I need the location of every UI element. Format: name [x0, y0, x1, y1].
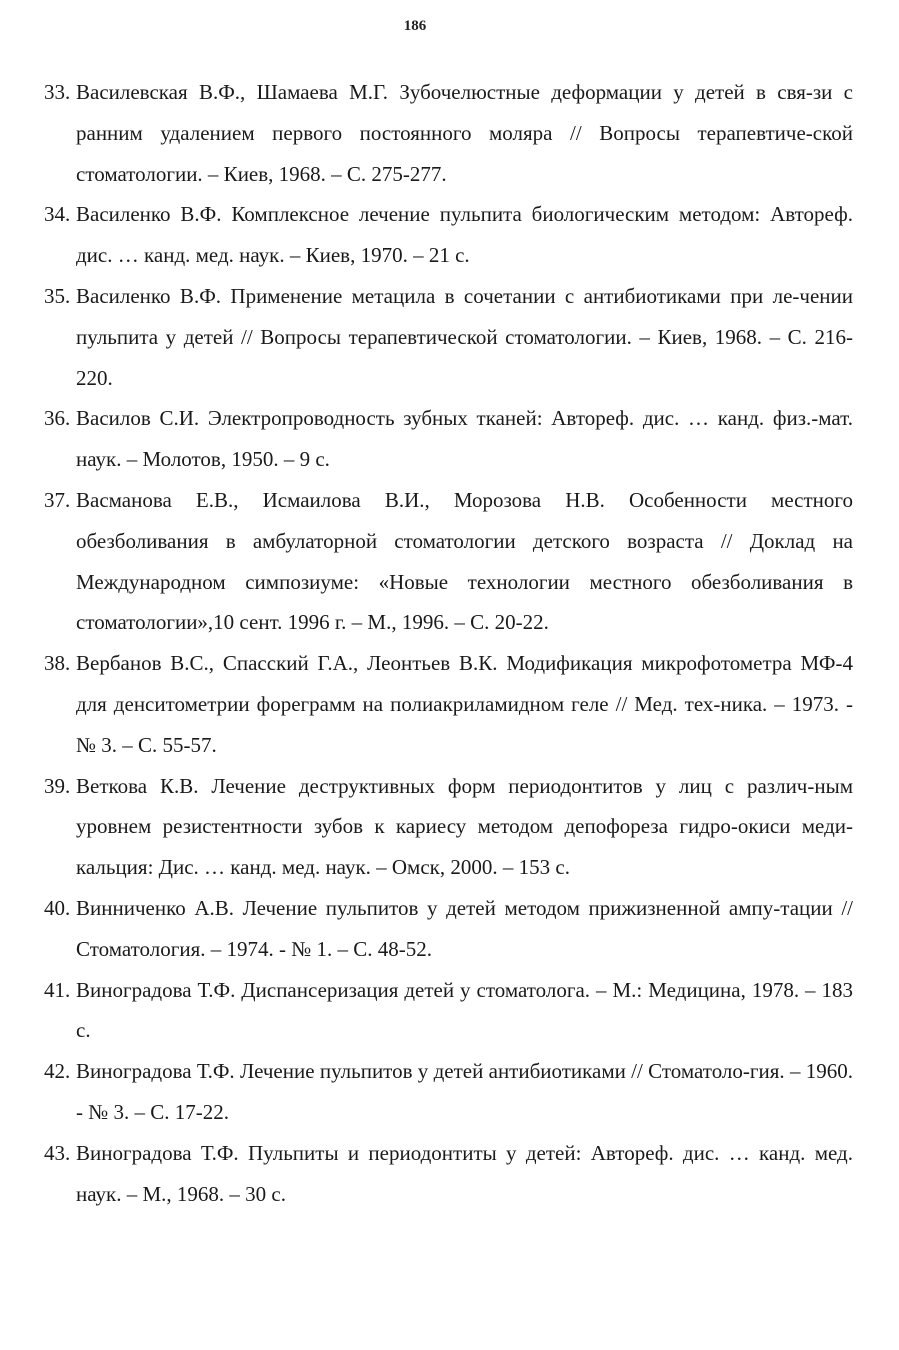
- reference-item: [0, 480, 899, 643]
- reference-item: [0, 72, 899, 194]
- reference-item: [0, 194, 899, 276]
- reference-number: 34.: [44, 202, 71, 227]
- reference-text: Василенко В.Ф. Применение метацила в сочетании с антибиотиками при ле-чении пульпита у детей // Вопросы терапевтической стоматологии. – Киев, 1968. – С. 216-220.: [76, 283, 853, 390]
- reference-number: 42.: [44, 1059, 71, 1084]
- reference-item: [0, 1133, 899, 1215]
- reference-text: Виноградова Т.Ф. Лечение пульпитов у детей антибиотиками // Стоматоло-гия. – 1960. - № 3. – С. 17-22.: [76, 1059, 853, 1124]
- reference-text: Василевская В.Ф., Шамаева М.Г. Зубочелюстные деформации у детей в свя-зи с ранним удалением первого постоянного моляра // Вопросы терапевтиче-ской стоматологии. – Киев, 1968. – С. 275-277.: [76, 80, 853, 186]
- reference-number: 41.: [44, 977, 71, 1002]
- reference-number: 40.: [44, 895, 71, 920]
- reference-item: [0, 1051, 899, 1133]
- reference-item: [0, 276, 899, 398]
- reference-text: Васманова Е.В., Исмаилова В.И., Морозова Н.В. Особенности местного обезболивания в амбулаторной стоматологии детского возраста // Доклад на Международном симпозиуме: «Новые технологии местного обезболивания в стоматологии»,10 сент. 1996 г. – М., 1996. – С. 20-22.: [76, 487, 853, 635]
- reference-list: [0, 72, 899, 1214]
- reference-number: 38.: [44, 651, 71, 676]
- reference-number: 36.: [44, 406, 71, 431]
- reference-text: Винниченко А.В. Лечение пульпитов у детей методом прижизненной ампу-тации // Стоматология. – 1974. - № 1. – С. 48-52.: [76, 895, 853, 961]
- reference-item: [0, 766, 899, 888]
- reference-text: Вербанов В.С., Спасский Г.А., Леонтьев В.К. Модификация микрофотометра МФ-4 для денситометрии фореграмм на полиакриламидном геле // Мед. тех-ника. – 1973. - № 3. – С. 55-57.: [76, 651, 853, 757]
- reference-number: 33.: [44, 80, 71, 104]
- reference-item: [0, 398, 899, 480]
- reference-number: 37.: [44, 487, 71, 512]
- reference-text: Василенко В.Ф. Комплексное лечение пульпита биологическим методом: Автореф. дис. … канд. мед. наук. – Киев, 1970. – 21 с.: [76, 202, 853, 268]
- reference-item: [0, 970, 899, 1052]
- reference-number: 35.: [44, 283, 71, 308]
- reference-item: [0, 888, 899, 970]
- reference-text: Веткова К.В. Лечение деструктивных форм периодонтитов у лиц с различ-ным уровнем резистентности зубов к кариесу методом депофореза гидро-окиси меди-кальция: Дис. … канд. мед. наук. – Омск, 2000. – 153 с.: [76, 773, 853, 880]
- reference-item: [0, 643, 899, 765]
- page-number: 186: [403, 18, 427, 34]
- reference-text: Виноградова Т.Ф. Диспансеризация детей у стоматолога. – М.: Медицина, 1978. – 183 с.: [76, 977, 853, 1043]
- reference-text: Виноградова Т.Ф. Пульпиты и периодонтиты у детей: Автореф. дис. … канд. мед. наук. – М., 1968. – 30 с.: [76, 1140, 853, 1206]
- reference-number: 39.: [44, 773, 71, 798]
- reference-number: 43.: [44, 1140, 71, 1165]
- reference-text: Василов С.И. Электропроводность зубных тканей: Автореф. дис. … канд. физ.-мат. наук. – Молотов, 1950. – 9 с.: [76, 406, 853, 472]
